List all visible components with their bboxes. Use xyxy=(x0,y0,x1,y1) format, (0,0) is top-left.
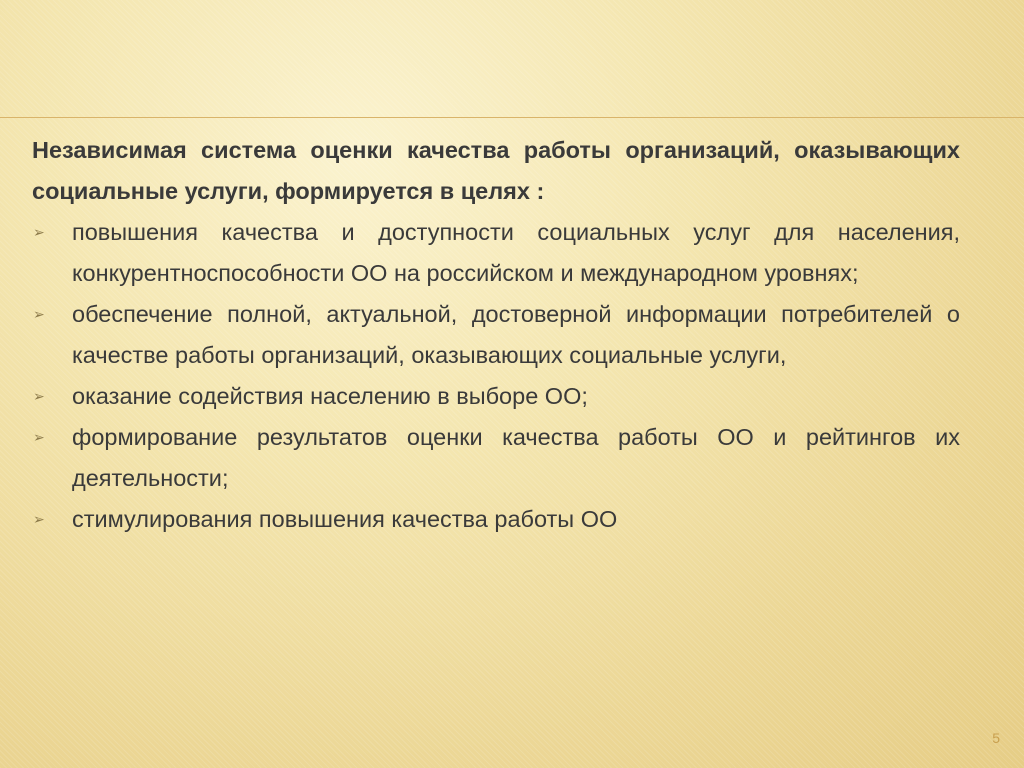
slide-heading: Независимая система оценки качества работы организаций, оказывающих социальные услуги, формируется в целях : xyxy=(32,137,960,204)
list-item xyxy=(32,294,960,376)
list-item-text: формирование результатов оценки качества работы ОО и рейтингов их деятельности; xyxy=(72,424,960,491)
arrow-bullet-icon: ➢ xyxy=(33,511,45,527)
page-number: 5 xyxy=(992,730,1000,746)
list-item-text: оказание содействия населению в выборе ОО; xyxy=(72,383,588,409)
top-divider-line xyxy=(0,117,1024,118)
list-item-text: стимулирования повышения качества работы ОО xyxy=(72,506,618,532)
list-item-text: повышения качества и доступности социальных услуг для населения, конкурентноспособности ОО на российском и международном уровнях; xyxy=(72,219,960,286)
arrow-bullet-icon: ➢ xyxy=(33,429,45,445)
list-item xyxy=(32,376,960,417)
list-item-text: обеспечение полной, актуальной, достоверной информации потребителей о качестве работы организаций, оказывающих социальные услуги, xyxy=(72,301,960,368)
arrow-bullet-icon: ➢ xyxy=(33,388,45,404)
list-item xyxy=(32,499,960,540)
slide-content xyxy=(32,130,960,540)
arrow-bullet-icon: ➢ xyxy=(33,306,45,322)
bullet-list xyxy=(32,212,960,540)
arrow-bullet-icon: ➢ xyxy=(33,224,45,240)
list-item xyxy=(32,212,960,294)
list-item xyxy=(32,417,960,499)
